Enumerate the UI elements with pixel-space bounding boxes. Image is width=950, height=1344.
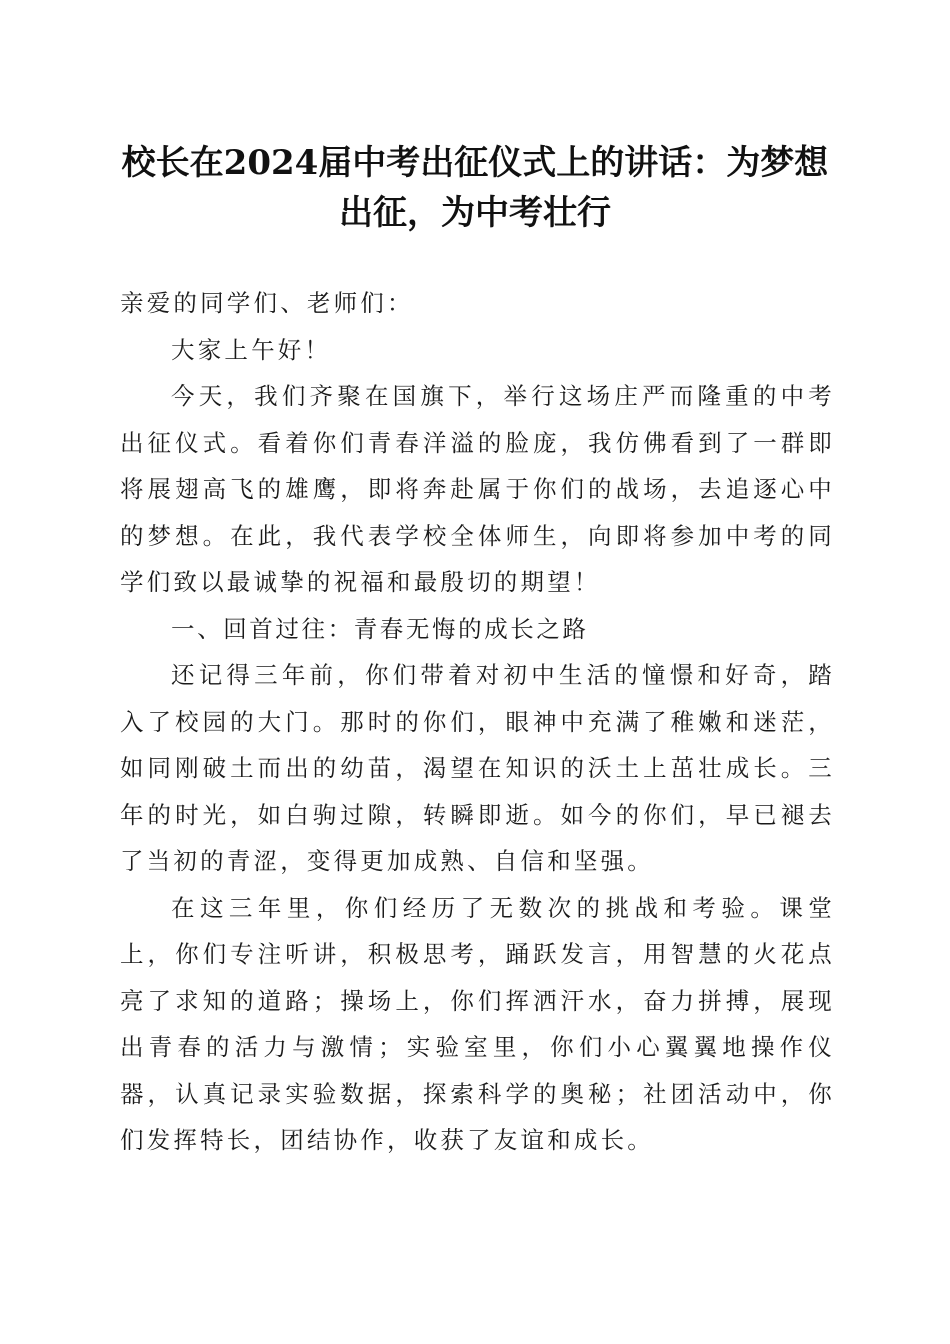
intro-paragraph: 今天，我们齐聚在国旗下，举行这场庄严而隆重的中考出征仪式。看着你们青春洋溢的脸庞，我仿佛看到了一群即将展翅高飞的雄鹰，即将奔赴属于你们的战场，去追逐心中的梦想。在此，我代表学校全体师生，向即将参加中考的同学们致以最诚挚的祝福和最殷切的期望！: [120, 382, 835, 596]
section-heading: 一、回首过往：青春无悔的成长之路: [171, 614, 589, 643]
salutation: 亲爱的同学们、老师们：: [120, 289, 414, 317]
speech-body: [120, 280, 835, 1164]
greeting: 大家上午好！: [171, 335, 332, 364]
page-title: 校长在2024届中考出征仪式上的讲话：为梦想出征，为中考壮行: [121, 143, 829, 233]
body-paragraph: 在这三年里，你们经历了无数次的挑战和考验。课堂上，你们专注听讲，积极思考，踊跃发言，用智慧的火花点亮了求知的道路；操场上，你们挥洒汗水，奋力拼搏，展现出青春的活力与激情；实验室里，你们小心翼翼地操作仪器，认真记录实验数据，探索科学的奥秘；社团活动中，你们发挥特长，团结协作，收获了友谊和成长。: [120, 893, 835, 1154]
body-paragraph: 还记得三年前，你们带着对初中生活的憧憬和好奇，踏入了校园的大门。那时的你们，眼神中充满了稚嫩和迷茫，如同刚破土而出的幼苗，渴望在知识的沃土上茁壮成长。三年的时光，如白驹过隙，转瞬即逝。如今的你们，早已褪去了当初的青涩，变得更加成熟、自信和坚强。: [120, 661, 835, 875]
